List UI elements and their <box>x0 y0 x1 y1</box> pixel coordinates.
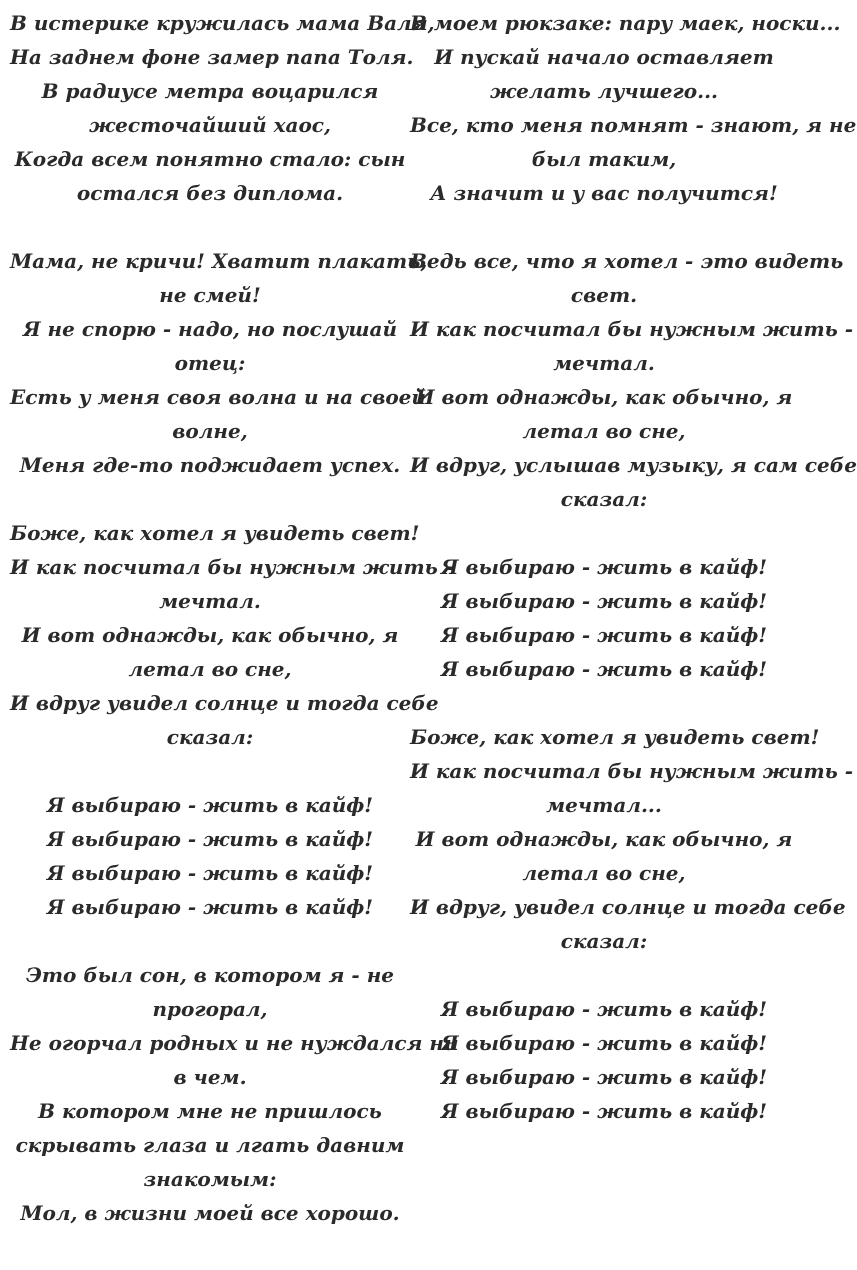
lyric-line: На заднем фоне замер папа Толя. <box>10 45 414 69</box>
lyric-line: В радиусе метра воцарился <box>41 79 379 103</box>
lyric-line: Я выбираю - жить в кайф! <box>440 997 768 1021</box>
lyric-line: желать лучшего... <box>489 79 719 103</box>
lyric-line: Я выбираю - жить в кайф! <box>440 623 768 647</box>
lyric-line: летал во сне, <box>522 861 686 885</box>
lyric-line: мечтал. <box>553 351 655 375</box>
lyric-line: Боже, как хотел я увидеть свет! <box>410 725 820 749</box>
lyric-line: Есть у меня своя волна и на своей <box>10 385 426 409</box>
stanza-break <box>10 754 410 788</box>
stanza-break <box>10 482 410 516</box>
lyric-line: был таким, <box>531 147 677 171</box>
lyric-line: Я выбираю - жить в кайф! <box>440 589 768 613</box>
lyric-line: летал во сне, <box>522 419 686 443</box>
lyric-line: И как посчитал бы нужным жить - <box>410 317 854 341</box>
lyric-line: Я не спорю - надо, но послушай <box>22 317 398 341</box>
lyric-line: Я выбираю - жить в кайф! <box>440 555 768 579</box>
lyric-line: Я выбираю - жить в кайф! <box>46 861 374 885</box>
lyric-line: отец: <box>174 351 246 375</box>
lyric-line: Все, кто меня помнят - знают, я не <box>410 113 857 137</box>
lyric-line: не смей! <box>159 283 261 307</box>
stanza-break <box>410 958 798 992</box>
lyric-line: знакомым: <box>143 1167 277 1191</box>
lyric-line: Я выбираю - жить в кайф! <box>440 1031 768 1055</box>
stanza-break <box>410 210 798 244</box>
lyric-line: И как посчитал бы нужным жить - <box>10 555 454 579</box>
lyric-line: Это был сон, в котором я - не <box>25 963 395 987</box>
lyric-line: И как посчитал бы нужным жить - <box>410 759 854 783</box>
lyric-line: Я выбираю - жить в кайф! <box>440 657 768 681</box>
lyric-line: мечтал... <box>546 793 662 817</box>
lyric-line: Я выбираю - жить в кайф! <box>46 827 374 851</box>
stanza-break <box>10 210 410 244</box>
lyric-line: свет. <box>570 283 638 307</box>
lyric-line: прогорал, <box>152 997 268 1021</box>
lyric-line: Меня где-то поджидает успех. <box>19 453 401 477</box>
lyric-line: В котором мне не пришлось <box>38 1099 382 1123</box>
lyric-line: летал во сне, <box>128 657 292 681</box>
lyric-line: Мол, в жизни моей все хорошо. <box>20 1201 400 1225</box>
lyric-line: В моем рюкзаке: пару маек, носки... <box>410 11 841 35</box>
lyric-line: И вот однажды, как обычно, я <box>415 827 793 851</box>
lyric-line: жесточайший хаос, <box>89 113 331 137</box>
lyric-line: Я выбираю - жить в кайф! <box>440 1065 768 1089</box>
lyrics-right-column <box>410 6 857 1128</box>
lyric-line: Ведь все, что я хотел - это видеть <box>410 249 844 273</box>
lyric-line: волне, <box>172 419 248 443</box>
lyric-line: И вот однажды, как обычно, я <box>21 623 399 647</box>
lyric-line: в чем. <box>173 1065 247 1089</box>
lyric-line: сказал: <box>166 725 254 749</box>
stanza-break <box>410 516 798 550</box>
lyric-line: скрывать глаза и лгать давним <box>15 1133 405 1157</box>
lyric-line: Я выбираю - жить в кайф! <box>440 1099 768 1123</box>
lyric-line: И вдруг, услышав музыку, я сам себе <box>410 453 857 477</box>
lyric-line: И пускай начало оставляет <box>434 45 774 69</box>
lyric-line: И вдруг, увидел солнце и тогда себе <box>410 895 846 919</box>
lyric-line: Когда всем понятно стало: сын <box>14 147 406 171</box>
lyric-line: сказал: <box>560 929 648 953</box>
lyric-line: А значит и у вас получится! <box>430 181 778 205</box>
lyric-line: Не огорчал родных и не нуждался ни <box>10 1031 459 1055</box>
lyric-line: остался без диплома. <box>76 181 344 205</box>
stanza-break <box>10 924 410 958</box>
lyric-line: И вдруг увидел солнце и тогда себе <box>10 691 439 715</box>
lyrics-left-column <box>10 6 459 1230</box>
lyric-line: В истерике кружилась мама Валя, <box>10 11 435 35</box>
stanza-break <box>410 686 798 720</box>
lyric-line: мечтал. <box>159 589 261 613</box>
lyric-line: Я выбираю - жить в кайф! <box>46 895 374 919</box>
lyric-line: Мама, не кричи! Хватит плакать, <box>10 249 428 273</box>
lyric-line: сказал: <box>560 487 648 511</box>
lyric-line: Я выбираю - жить в кайф! <box>46 793 374 817</box>
lyric-line: Боже, как хотел я увидеть свет! <box>10 521 420 545</box>
lyric-line: И вот однажды, как обычно, я <box>415 385 793 409</box>
